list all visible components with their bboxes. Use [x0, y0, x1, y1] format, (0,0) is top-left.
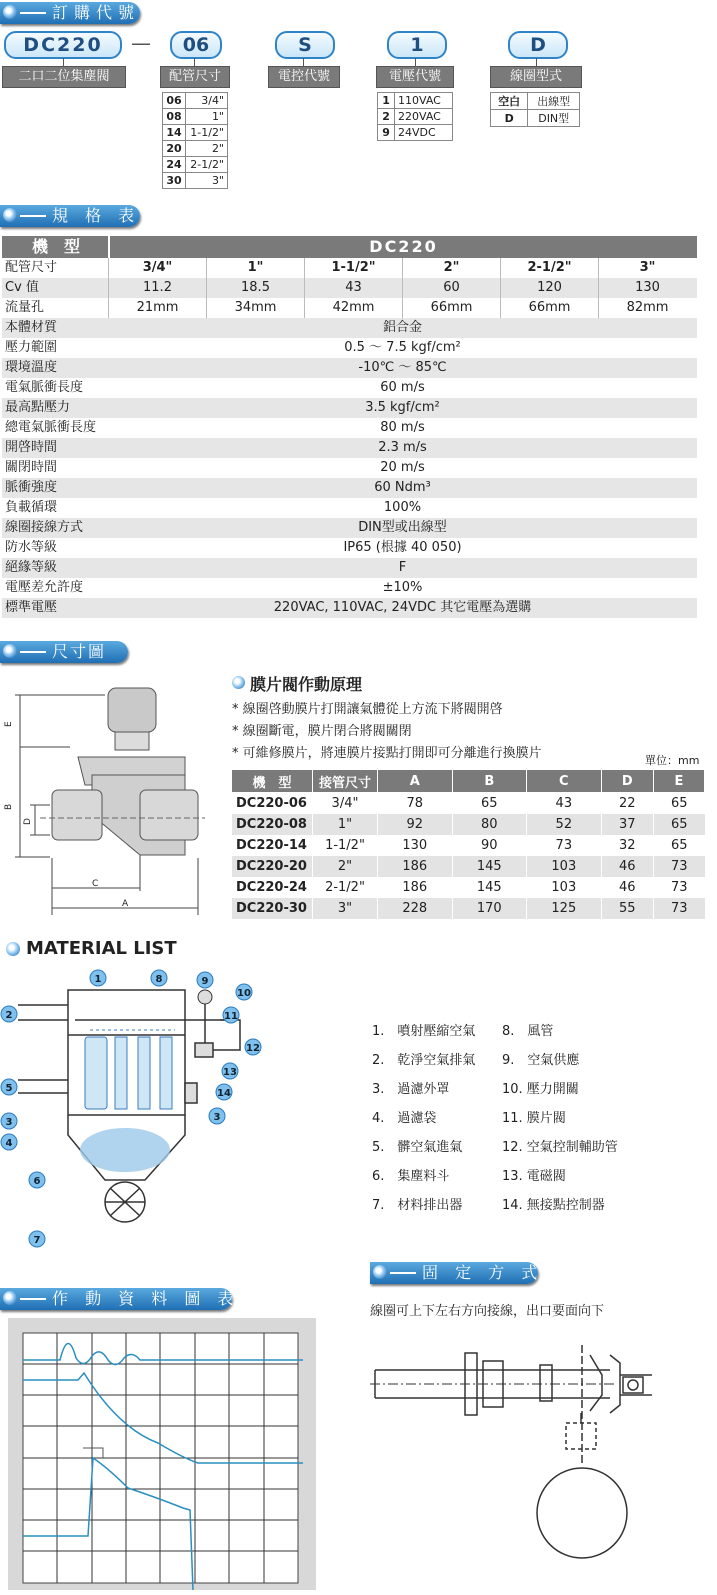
bullet-icon	[3, 208, 17, 222]
option-row: 9 24VDC	[378, 125, 453, 141]
spec-row: 壓力範圍 0.5 ～ 7.5 kgf/cm²	[2, 338, 697, 358]
bullet-icon	[6, 942, 20, 956]
principle-title: 膜片閥作動原理	[232, 672, 362, 695]
list-item: 9. 空氣供應	[502, 1053, 580, 1068]
spec-row: 線圈接線方式 DIN型或出線型	[2, 518, 697, 538]
option-row: 14 1-1/2"	[163, 125, 228, 141]
option-row: 1 110VAC	[378, 93, 453, 109]
spec-row-pipe: 配管尺寸 3/4" 1" 1-1/2" 2" 2-1/2" 3"	[2, 258, 697, 278]
voltage-options	[377, 92, 453, 141]
spec-header: 規 格 表	[0, 205, 140, 227]
list-item: 8. 風管	[502, 1024, 554, 1039]
valve-dimension-drawing	[0, 675, 215, 920]
bullet-icon	[3, 1291, 17, 1305]
list-item: 13. 電磁閥	[502, 1169, 566, 1184]
label-coil: 線圈型式	[490, 66, 582, 88]
mounting-drawing	[370, 1335, 670, 1590]
list-item: 14. 無接點控制器	[502, 1198, 605, 1213]
table-row: DC220-24 2-1/2" 186 145 103 46 73	[232, 877, 705, 898]
table-row: DC220-14 1-1/2" 130 90 73 32 65	[232, 835, 705, 856]
table-row: DC220-30 3" 228 170 125 55 73	[232, 898, 705, 919]
callout-3: 3	[5, 1117, 13, 1128]
label-model: 二口二位集塵閥	[2, 66, 126, 88]
code-coil: D	[508, 31, 568, 59]
option-row: 30 3"	[163, 173, 228, 189]
callout-3b: 3	[213, 1112, 221, 1123]
table-row: DC220-06 3/4" 78 65 43 22 65	[232, 793, 705, 815]
list-item: 5. 髒空氣進氣	[372, 1140, 463, 1155]
code-model: DC220	[4, 31, 122, 59]
dimension-header: 尺寸圖	[0, 641, 128, 663]
option-row: 08 1"	[163, 109, 228, 125]
bullet-icon	[3, 644, 17, 658]
callout-10: 10	[237, 988, 251, 999]
list-item: 3. 過濾外罩	[372, 1082, 450, 1097]
list-item: 1. 噴射壓縮空氣	[372, 1024, 476, 1039]
list-item: 4. 過濾袋	[372, 1111, 437, 1126]
table-row: DC220-08 1" 92 80 52 37 65	[232, 814, 705, 835]
callout-6: 6	[33, 1176, 41, 1187]
table-row: DC220-20 2" 186 145 103 46 73	[232, 856, 705, 877]
callout-8: 8	[155, 974, 163, 985]
spec-row: 電氣脈衝長度 60 m/s	[2, 378, 697, 398]
callout-7: 7	[33, 1235, 41, 1246]
material-list-title: MATERIAL LIST	[6, 938, 177, 959]
dimension-table: 機 型 接管尺寸 A B C D E DC220-06 3/4" 78 65 43 22 65 DC220-08 1" 92 80 52 37 65 DC220-14 1-1/2" 130 90 73 32 65 DC220-20 2" 186 145 103 46 73 DC220-24 2-1/2" 186 145 103 46 73 DC220-30 3" 228 170 125 55 73	[231, 769, 705, 919]
bullet-icon	[3, 5, 17, 19]
spec-row: 電壓差允許度 ±10%	[2, 578, 697, 598]
option-row: 24 2-1/2"	[163, 157, 228, 173]
list-item: 12. 空氣控制輔助管	[502, 1140, 618, 1155]
spec-row: 開啓時間 2.3 m/s	[2, 438, 697, 458]
dim-label-d: D	[23, 818, 33, 825]
spec-row: 環境溫度 -10℃ ～ 85℃	[2, 358, 697, 378]
principle-line-1: * 線圈啓動膜片打開讓氣體從上方流下將閥開啓	[232, 702, 503, 717]
dim-label-e: E	[4, 721, 14, 727]
callout-14: 14	[217, 1088, 231, 1099]
coil-options	[490, 92, 580, 127]
principle-line-2: * 線圈斷電，膜片閉合將閥關閉	[232, 724, 412, 739]
callout-2: 2	[5, 1010, 13, 1021]
list-item: 10. 壓力開關	[502, 1082, 579, 1097]
list-item: 2. 乾淨空氣排氣	[372, 1053, 476, 1068]
operation-data-chart	[8, 1318, 316, 1590]
list-item: 6. 集塵料斗	[372, 1169, 450, 1184]
unit-label: 單位：mm	[645, 754, 700, 767]
dim-label-a: A	[122, 899, 129, 909]
spec-row-orifice: 流量孔 21mm 34mm 42mm 66mm 66mm 82mm	[2, 298, 697, 318]
spec-head-row: 機 型 DC220	[2, 236, 697, 258]
spec-row: 脈衝強度 60 Ndm³	[2, 478, 697, 498]
operation-header: 作 動 資 料 圖 表	[0, 1288, 232, 1310]
spec-row: 防水等級 IP65 (根據 40 050)	[2, 538, 697, 558]
option-row: 20 2"	[163, 141, 228, 157]
code-dash: —	[131, 31, 151, 55]
list-item: 11. 膜片閥	[502, 1111, 566, 1126]
option-row: D DIN型	[491, 110, 580, 127]
code-pipe: 06	[170, 31, 222, 59]
bullet-icon	[232, 676, 245, 689]
label-pipe: 配管尺寸	[160, 66, 230, 88]
callout-13: 13	[223, 1067, 237, 1078]
spec-row: 關閉時間 20 m/s	[2, 458, 697, 478]
spec-row: 總電氣脈衝長度 80 m/s	[2, 418, 697, 438]
dim-label-b: B	[4, 803, 14, 810]
bullet-icon	[373, 1265, 387, 1279]
callout-11: 11	[224, 1011, 238, 1022]
callout-4: 4	[5, 1138, 13, 1149]
spec-table	[2, 236, 697, 618]
spec-row: 標準電壓 220VAC, 110VAC, 24VDC 其它電壓為選購	[2, 598, 697, 618]
option-row: 2 220VAC	[378, 109, 453, 125]
code-control: S	[275, 31, 335, 59]
spec-row: 絕緣等級 F	[2, 558, 697, 578]
list-item: 7. 材料排出器	[372, 1198, 463, 1213]
spec-row-cv: Cv 值 11.2 18.5 43 60 120 130	[2, 278, 697, 298]
option-row: 空白 出線型	[491, 93, 580, 110]
callout-9: 9	[201, 976, 209, 987]
mounting-note: 線圈可上下左右方向接線，出口要面向下	[370, 1304, 605, 1319]
pipe-size-options	[162, 92, 228, 189]
label-voltage: 電壓代號	[376, 66, 454, 88]
spec-row: 負載循環 100%	[2, 498, 697, 518]
dim-label-c: C	[92, 879, 99, 889]
callout-12: 12	[246, 1043, 260, 1054]
option-row: 06 3/4"	[163, 93, 228, 109]
callout-5: 5	[5, 1083, 13, 1094]
spec-row: 最高點壓力 3.5 kgf/cm²	[2, 398, 697, 418]
code-voltage: 1	[387, 31, 447, 59]
dust-collector-diagram	[0, 965, 275, 1260]
callout-1: 1	[94, 974, 102, 985]
principle-line-3: * 可維修膜片，將連膜片接點打開即可分離進行換膜片	[232, 746, 542, 761]
mounting-header: 固 定 方 式	[370, 1262, 538, 1284]
spec-row: 本體材質 鋁合金	[2, 318, 697, 338]
order-code-header: 訂購代號	[0, 2, 140, 24]
label-control: 電控代號	[268, 66, 340, 88]
